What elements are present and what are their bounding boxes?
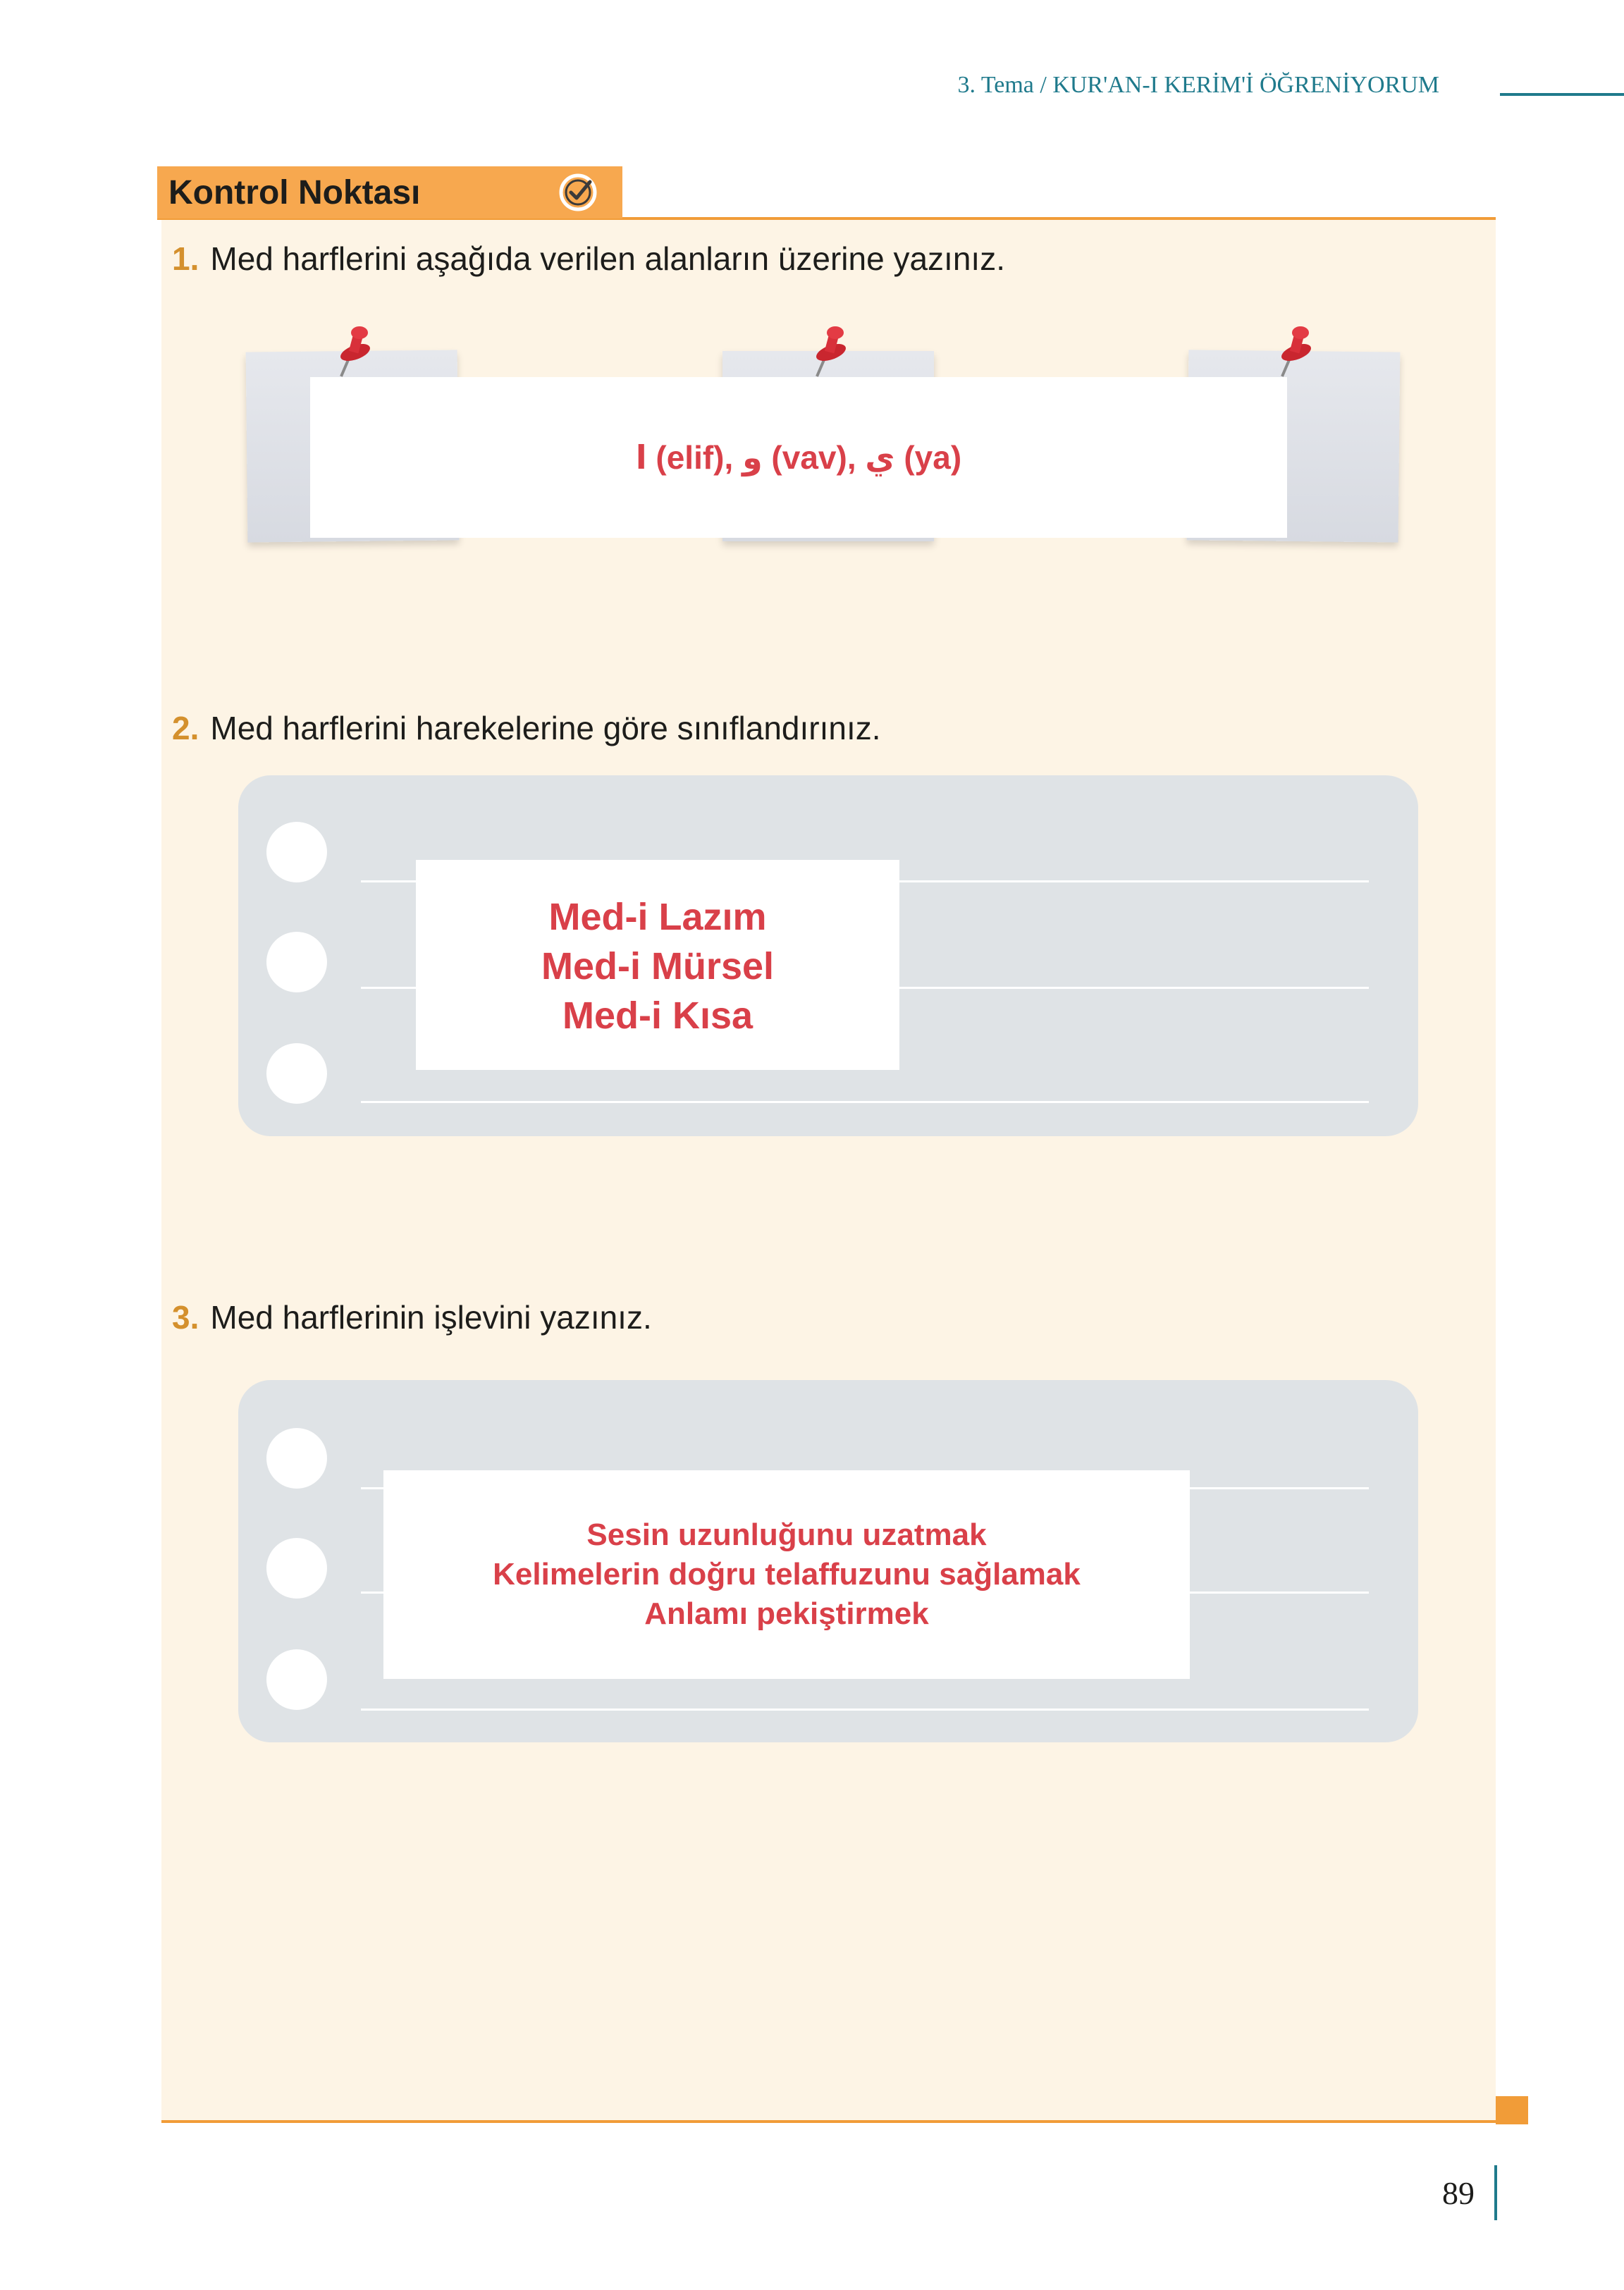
binder-hole: [266, 1538, 327, 1599]
answer-box-1: [310, 377, 1287, 538]
page-number-bar: [1494, 2165, 1497, 2220]
answer-line: Anlamı pekiştirmek: [644, 1596, 929, 1631]
writing-line: [361, 1101, 1369, 1103]
question-text: Med harflerini aşağıda verilen alanların üzerine yazınız.: [210, 240, 1005, 277]
question-3: [172, 1298, 652, 1336]
answer-line: Med-i Kısa: [562, 995, 753, 1037]
question-text: Med harflerinin işlevini yazınız.: [210, 1299, 652, 1336]
running-header: 3. Tema / KUR'AN-I KERİM'İ ÖĞRENİYORUM: [957, 72, 1439, 98]
panel-bottom-line: [161, 2120, 1496, 2123]
question-number: 3.: [172, 1299, 199, 1336]
push-pin-icon: [1272, 324, 1317, 381]
corner-marker: [1496, 2096, 1528, 2124]
question-2: [172, 709, 881, 747]
question-1: [172, 240, 1005, 278]
binder-hole: [266, 822, 327, 882]
answer-box-3: [383, 1470, 1190, 1679]
section-tab: [157, 166, 622, 218]
check-circle-icon: [558, 172, 598, 213]
binder-hole: [266, 1428, 327, 1489]
answer-line: Kelimelerin doğru telaffuzunu sağlamak: [493, 1557, 1081, 1592]
page-number: 89: [1442, 2175, 1475, 2211]
binder-hole: [266, 932, 327, 992]
push-pin-icon: [807, 324, 852, 381]
answer-line: Med-i Lazım: [548, 896, 767, 938]
question-text: Med harflerini harekelerine göre sınıflandırınız.: [210, 710, 881, 746]
push-pin-icon: [331, 324, 376, 381]
writing-line: [361, 1709, 1369, 1711]
binder-hole: [266, 1649, 327, 1710]
question-number: 2.: [172, 710, 199, 746]
answer-box-2: [416, 860, 899, 1070]
question-number: 1.: [172, 240, 199, 277]
answer-line: Sesin uzunluğunu uzatmak: [586, 1518, 987, 1552]
header-rule: [1500, 93, 1624, 96]
section-title: Kontrol Noktası: [168, 174, 421, 211]
answer-line: Med-i Mürsel: [541, 945, 775, 987]
binder-hole: [266, 1043, 327, 1104]
answer-text: ا (elif), و (vav), ي (ya): [635, 439, 962, 476]
